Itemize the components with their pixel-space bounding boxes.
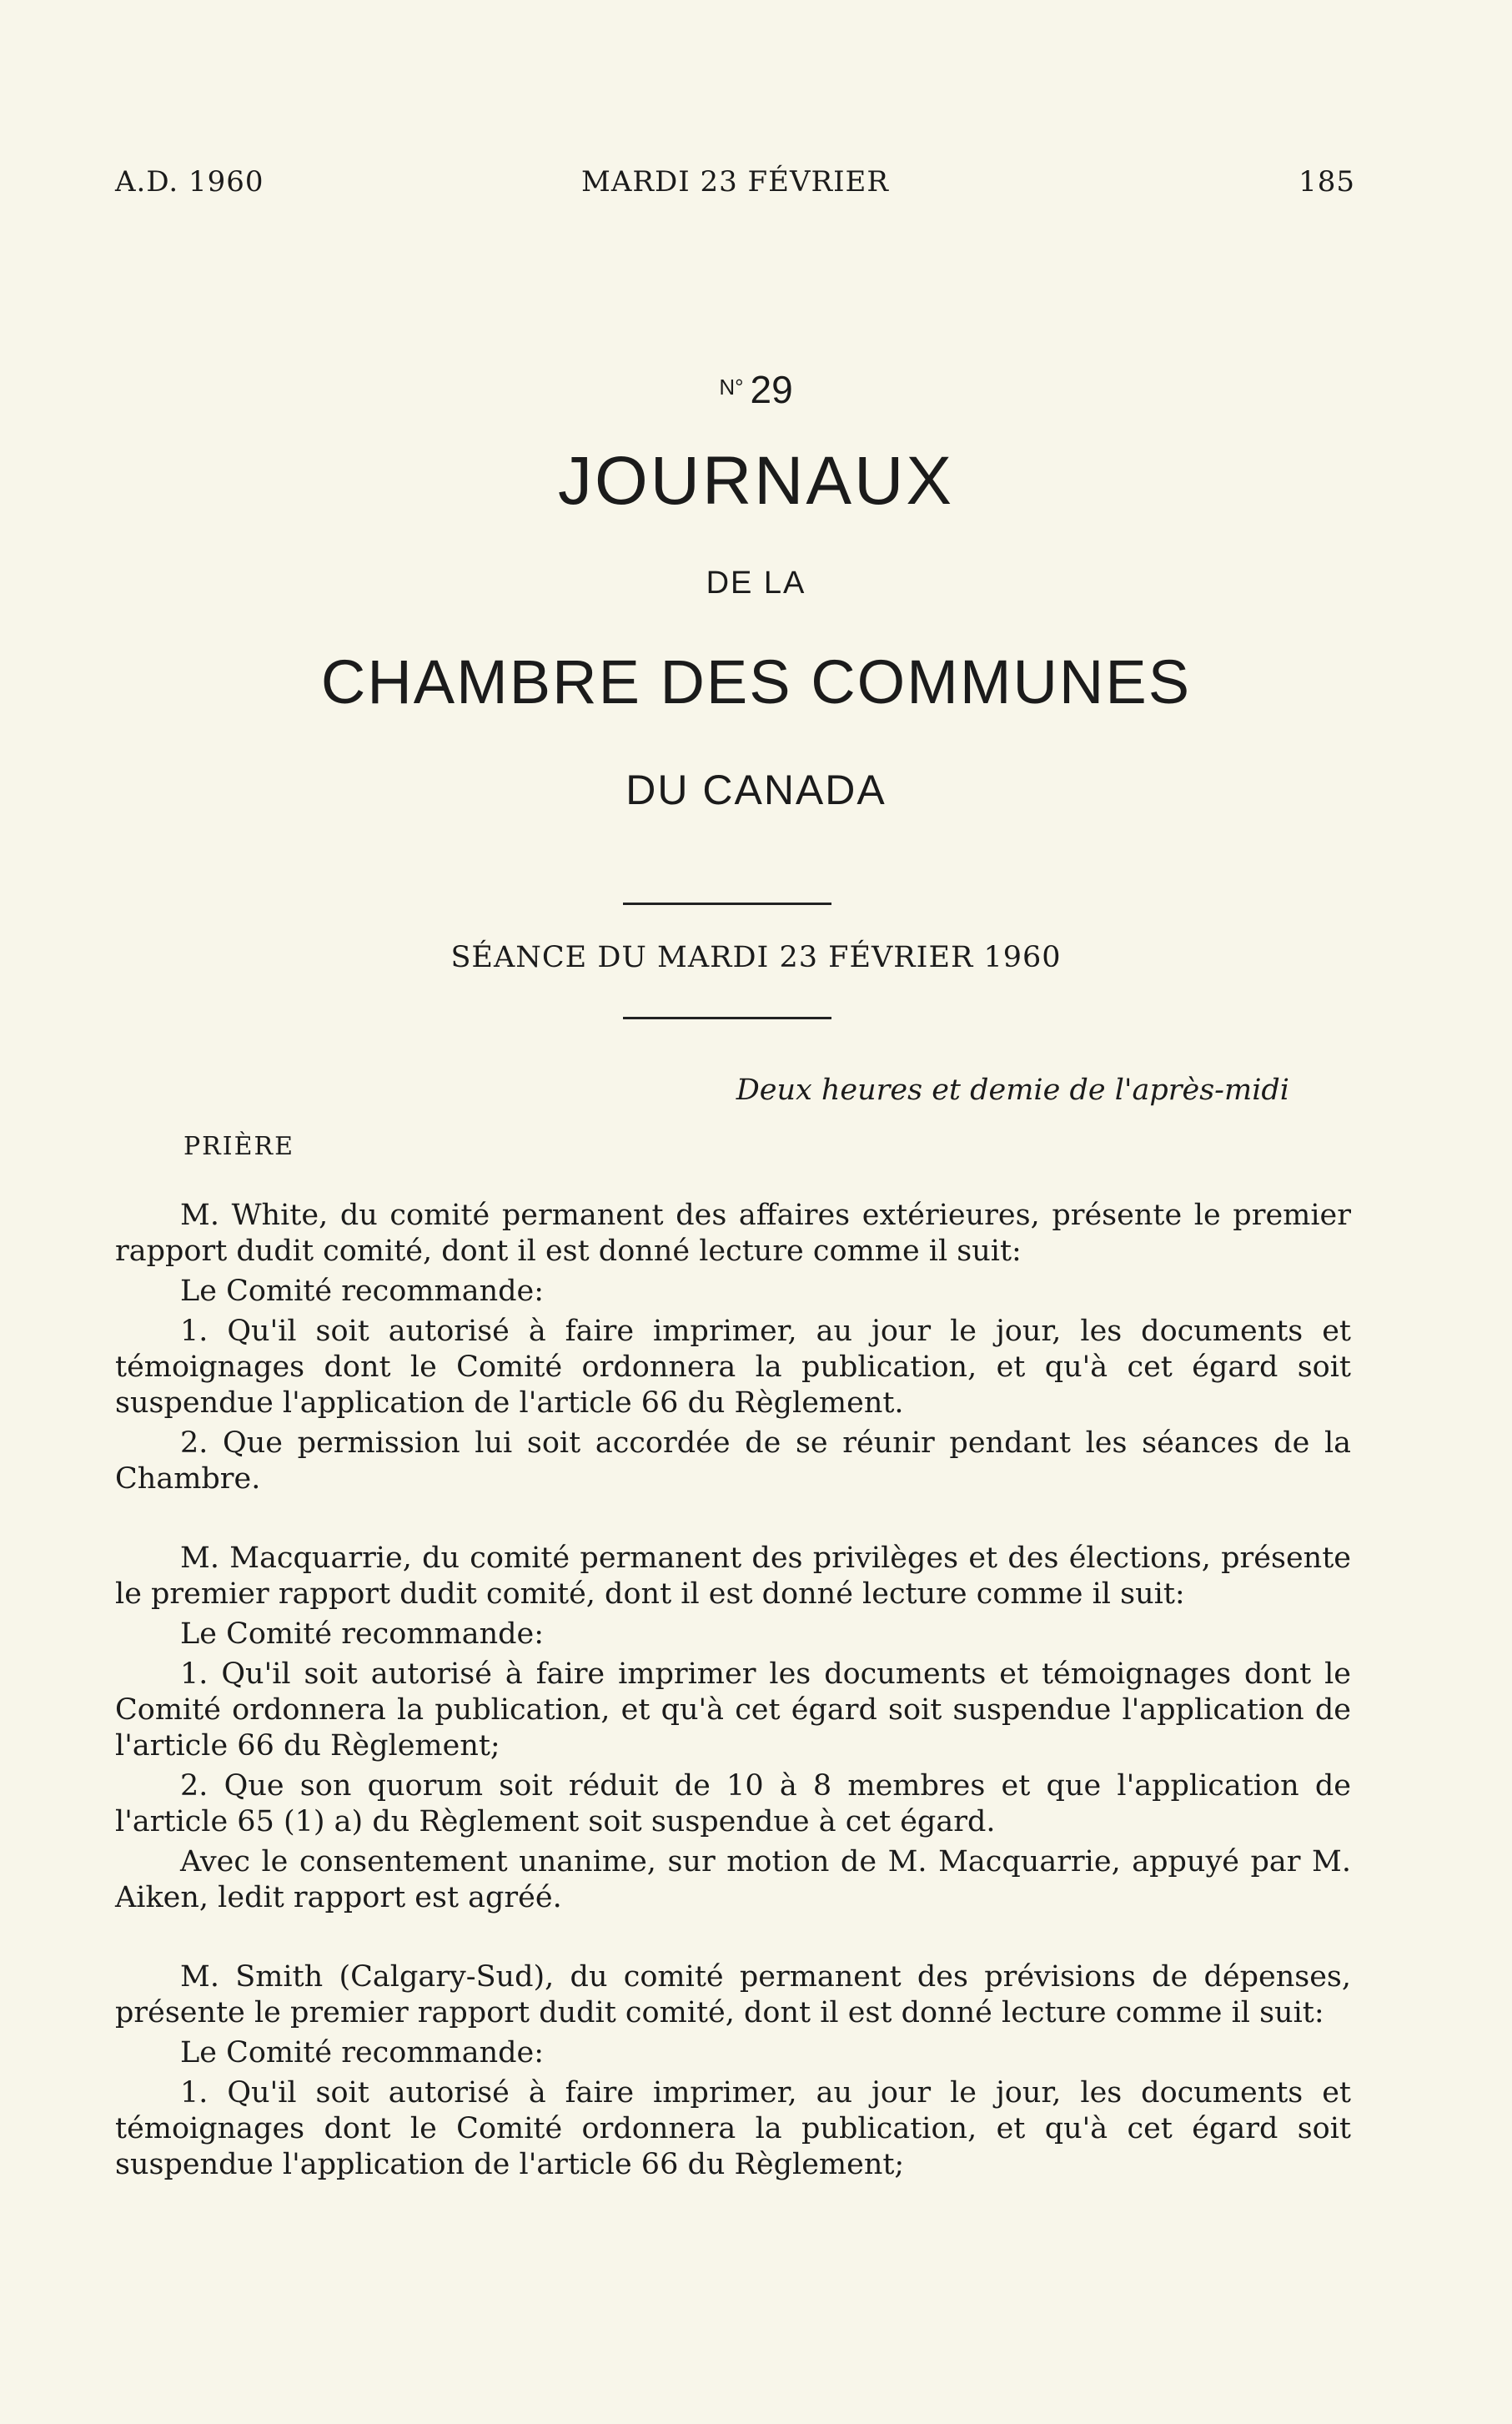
divider-bottom [623,1017,831,1019]
paragraph: 1. Qu'il soit autorisé à faire imprimer, au jour le jour, les documents et témoignages dont le Comité ordonnera la publication, et qu'à cet égard soit suspendue l'application de l'article 66 du Règlement; [115,2076,1351,2181]
title-canada: DU CANADA [625,767,887,813]
paragraph: M. White, du comité permanent des affaires extérieures, présente le premier rapport dudit comité, dont il est donné lecture comme il suit: [115,1199,1351,1268]
title-journaux: JOURNAUX [557,443,955,519]
paragraph: 2. Que son quorum soit réduit de 10 à 8 membres et que l'application de l'article 65 (1) a) du Règlement soit suspendue à cet égard. [115,1769,1351,1838]
paragraph: M. Smith (Calgary-Sud), du comité permanent des prévisions de dépenses, présente le premier rapport dudit comité, dont il est donné lecture comme il suit: [115,1960,1351,2029]
issue-number [0,367,1512,412]
page-number: 185 [1299,165,1355,199]
paragraph: M. Macquarrie, du comité permanent des privilèges et des élections, présente le premier rapport dudit comité, dont il est donné lecture comme il suit: [115,1541,1351,1611]
title-de-la: DE LA [706,566,806,601]
body-text [115,1198,1351,2187]
number-prefix: N° [719,375,744,400]
divider-top [623,903,831,905]
paragraph: Le Comité recommande: [180,2036,545,2069]
paragraph: 1. Qu'il soit autorisé à faire imprimer les documents et témoignages dont le Comité ordonnera la publication, et qu'à cet égard soit suspendue l'application de l'article 66 du Règlement; [115,1657,1351,1763]
paragraph: Le Comité recommande: [180,1617,545,1651]
header-date: MARDI 23 FÉVRIER [581,165,889,199]
session-time: Deux heures et demie de l'après-midi [736,1074,1289,1107]
paragraph: 1. Qu'il soit autorisé à faire imprimer, au jour le jour, les documents et témoignages dont le Comité ordonnera la publication, et qu'à cet égard soit suspendue l'application de l'article 66 du Règlement. [115,1315,1351,1420]
session-date: SÉANCE DU MARDI 23 FÉVRIER 1960 [450,941,1062,974]
running-head [115,165,1355,207]
header-year: A.D. 1960 [115,165,264,199]
paragraph: Avec le consentement unanime, sur motion de M. Macquarrie, appuyé par M. Aiken, ledit rapport est agréé. [115,1845,1351,1914]
priere-heading: PRIÈRE [183,1132,295,1161]
paragraph: 2. Que permission lui soit accordée de se réunir pendant les séances de la Chambre. [115,1426,1351,1496]
paragraph: Le Comité recommande: [180,1275,545,1308]
number-value: 29 [750,368,793,411]
title-chambre: CHAMBRE DES COMMUNES [320,647,1192,717]
